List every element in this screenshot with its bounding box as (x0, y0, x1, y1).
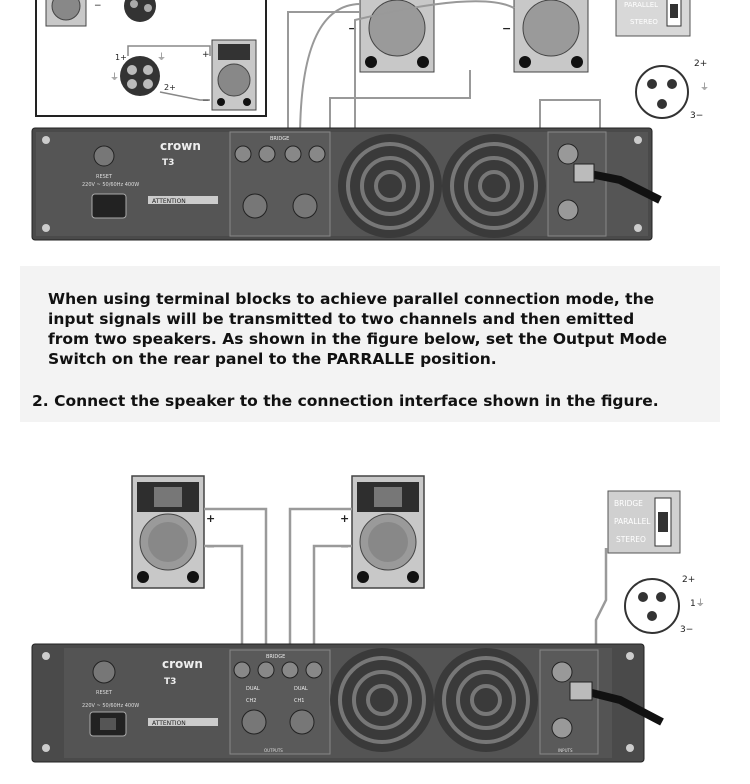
bottom-wiring-diagram (0, 460, 750, 784)
left-plus-label: + (206, 512, 216, 525)
svg-text:STEREO: STEREO (616, 535, 646, 544)
top-amplifier-panel (32, 128, 660, 240)
top-wiring-diagram (0, 0, 750, 250)
svg-text:crown: crown (162, 657, 203, 671)
svg-text:220V ~ 50/60Hz 400W: 220V ~ 50/60Hz 400W (82, 182, 140, 188)
svg-text:PARALLEL: PARALLEL (624, 1, 659, 9)
svg-text:BRIDGE: BRIDGE (270, 136, 290, 142)
svg-text:BRIDGE: BRIDGE (266, 654, 286, 660)
paragraph-line: Switch on the rear panel to the PARRALLE position. (48, 350, 497, 368)
paragraph-line: from two speakers. As shown in the figure below, set the Output Mode (48, 330, 668, 348)
top-speaker-right (514, 0, 588, 72)
svg-text:T3: T3 (164, 677, 177, 687)
svg-text:−: − (348, 22, 358, 35)
svg-text:220V ~ 50/60Hz 400W: 220V ~ 50/60Hz 400W (82, 703, 140, 709)
instruction-paragraph (48, 289, 688, 369)
svg-text:STEREO: STEREO (630, 18, 658, 26)
svg-text:T3: T3 (162, 158, 175, 168)
svg-text:INPUTS: INPUTS (558, 748, 573, 753)
svg-text:−: − (502, 22, 512, 35)
svg-text:RESET: RESET (96, 690, 113, 696)
top-output-mode-switch (616, 0, 690, 36)
svg-text:2+: 2+ (682, 575, 696, 585)
svg-text:DUAL: DUAL (246, 686, 260, 692)
svg-text:⏚: ⏚ (110, 73, 120, 83)
svg-text:crown: crown (160, 139, 201, 153)
speaker-left (132, 476, 204, 588)
svg-text:OUTPUTS: OUTPUTS (264, 748, 283, 753)
inset-connector-bottom (120, 56, 160, 96)
svg-text:2+: 2+ (694, 59, 708, 69)
right-minus-label: − (340, 540, 350, 553)
inset-label-2: 2+ (164, 83, 176, 92)
svg-text:⏚: ⏚ (700, 83, 710, 93)
svg-text:3−: 3− (690, 111, 704, 121)
left-minus-label: − (206, 540, 216, 553)
xlr-connector (625, 575, 705, 635)
inset-speaker-bottom (212, 40, 256, 110)
svg-text:RESET: RESET (96, 174, 113, 180)
svg-text:CH1: CH1 (294, 698, 305, 704)
paragraph-line: input signals will be transmitted to two channels and then emitted (48, 310, 635, 328)
svg-text:DUAL: DUAL (294, 686, 308, 692)
amplifier-rear-panel (32, 644, 662, 762)
paragraph-line: When using terminal blocks to achieve parallel connection mode, the (48, 290, 655, 308)
svg-text:ATTENTION: ATTENTION (152, 198, 186, 205)
inset-minus-label: − (94, 1, 102, 11)
inset-speaker-top (46, 0, 86, 26)
speaker-right (352, 476, 424, 588)
svg-text:PARALLEL: PARALLEL (614, 517, 651, 526)
top-xlr-connector (636, 59, 709, 121)
svg-text:−: − (202, 96, 210, 106)
svg-text:CH2: CH2 (246, 698, 257, 704)
svg-text:ATTENTION: ATTENTION (152, 720, 186, 727)
svg-text:+: + (202, 50, 210, 60)
svg-text:3−: 3− (680, 625, 694, 635)
svg-text:BRIDGE: BRIDGE (614, 499, 643, 508)
right-plus-label: + (340, 512, 350, 525)
step-heading: 2. Connect the speaker to the connection interface shown in the figure. (32, 392, 659, 410)
inset-label-1: 1+ (115, 53, 127, 62)
output-mode-switch (608, 491, 680, 553)
svg-text:⏚: ⏚ (157, 53, 167, 63)
svg-text:1⏚: 1⏚ (690, 599, 705, 609)
